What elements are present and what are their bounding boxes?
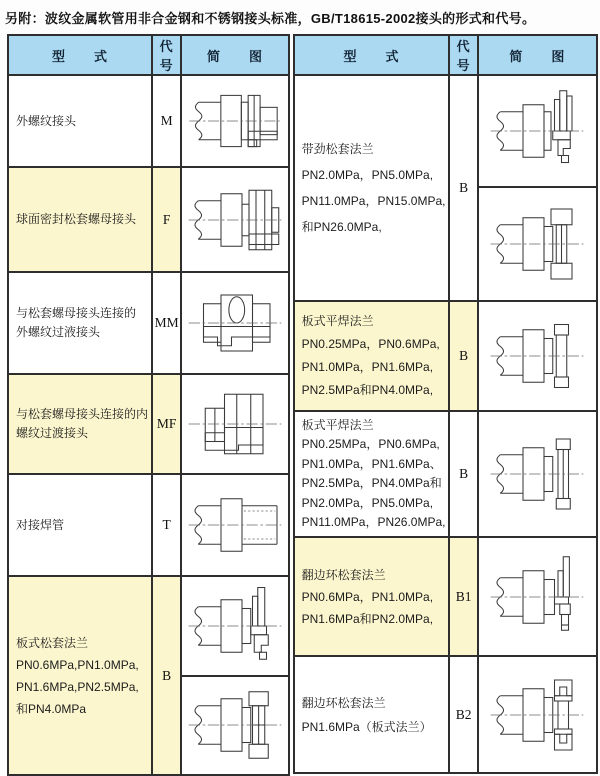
type-text-line: 螺纹过渡接头 (16, 426, 89, 440)
diagram-cell (181, 474, 288, 576)
type-text-line: 板式平焊法兰 (301, 417, 374, 432)
type-cell (8, 474, 152, 576)
code-cell: B2 (449, 656, 477, 773)
type-text-line: PN2.5MPa和PN4.0MPa, (301, 383, 434, 397)
table-row (8, 576, 289, 775)
diagram-cell (181, 272, 288, 374)
type-cell (294, 411, 450, 537)
type-text-line: PN0.6MPa,PN1.0MPa, (16, 657, 139, 672)
flange-b1-diagram (486, 555, 588, 639)
table-row (294, 537, 597, 656)
type-text-line: 与松套螺母接头连接的内 (16, 407, 149, 421)
diagram-cell (478, 75, 597, 301)
table-row (294, 656, 597, 773)
type-cell (294, 301, 450, 411)
type-text-line: PN11.0MPa，PN26.0MPa, (301, 515, 446, 529)
type-text-line: PN2.0MPa，PN5.0MPa, (301, 495, 434, 510)
table-row (294, 411, 597, 537)
mf-adapter-diagram (184, 382, 286, 466)
type-cell (294, 75, 450, 301)
type-text-line: PN1.6MPa（板式法兰） (301, 719, 432, 734)
diagram-cell (478, 537, 597, 656)
header-cell-diagram: 简 图 (181, 35, 288, 75)
table-row (294, 301, 597, 411)
type-cell (8, 75, 152, 167)
diagram-cell (181, 167, 288, 272)
flange-plate-upper-diagram (184, 584, 286, 668)
right-table (293, 34, 598, 774)
flange-neck-lower-diagram (486, 202, 588, 286)
type-text-line: 板式平焊法兰 (301, 314, 374, 328)
code-cell: T (152, 474, 181, 576)
type-text-line: 翻边环松套法兰 (301, 567, 386, 582)
butt-weld-tube-diagram (184, 483, 286, 567)
diagram-cell (478, 656, 597, 773)
type-text-line: 球面密封松套螺母接头 (16, 212, 137, 226)
type-text-line: PN0.25MPa，PN0.6MPa, (301, 337, 440, 351)
header-cell-code: 代号 (152, 35, 181, 75)
table-row (8, 75, 289, 167)
table-row (8, 474, 289, 576)
type-text-line: PN1.0MPa，PN1.6MPa、 (301, 456, 442, 471)
flange-neck-upper-diagram (486, 89, 588, 173)
flange-plate-lower-diagram (184, 683, 286, 767)
page-title: 另附：波纹金属软管用非合金钢和不锈钢接头标准，GB/T18615-2002接头的形式和代号。 (5, 11, 536, 26)
table-row (294, 75, 597, 301)
code-cell: B (152, 576, 181, 775)
left-table (7, 34, 290, 776)
header-cell-code: 代号 (449, 35, 477, 75)
type-text-line: 外螺纹过液接头 (16, 325, 101, 339)
type-text-line: PN1.6MPa和PN2.0MPa, (301, 611, 434, 626)
header-cell-type: 型 式 (294, 35, 450, 75)
code-cell: B (449, 75, 477, 301)
code-cell: M (152, 75, 181, 167)
header-row (294, 35, 597, 75)
type-text-line: PN1.0MPa，PN1.6MPa, (301, 360, 434, 374)
male-thread-diagram (185, 80, 284, 162)
type-text-line: 和PN4.0MPa (16, 701, 87, 716)
type-text-line: 板式松套法兰 (16, 635, 89, 650)
type-cell (8, 374, 152, 474)
header-row (8, 35, 289, 75)
type-cell (294, 656, 450, 773)
table-row (8, 167, 289, 272)
type-text-line: PN0.6MPa，PN1.0MPa, (301, 589, 434, 604)
tables-container (0, 27, 600, 776)
type-text-line: PN2.5MPa，PN4.0MPa和 (301, 476, 442, 490)
type-text-line: PN1.6MPa,PN2.5MPa, (16, 679, 139, 694)
diagram-cell (181, 576, 288, 775)
flange-weld-a-diagram (486, 314, 588, 398)
code-cell: MF (152, 374, 181, 474)
thread-nipple-diagram (184, 281, 286, 365)
right-joint-table (293, 34, 598, 774)
code-cell: B (449, 301, 477, 411)
code-cell: B (449, 411, 477, 537)
table-row (8, 272, 289, 374)
code-cell: F (152, 167, 181, 272)
type-text-line: PN2.0MPa，PN5.0MPa, (301, 168, 434, 182)
code-cell: MM (152, 272, 181, 374)
diagram-cell (181, 374, 288, 474)
type-text-line: PN11.0MPa，PN15.0MPa, (301, 194, 446, 208)
diagram-cell (181, 75, 288, 167)
type-text-line: 外螺纹接头 (16, 113, 77, 128)
type-text-line: 对接焊管 (16, 517, 65, 532)
diagram-cell (478, 411, 597, 537)
header-cell-diagram: 简 图 (478, 35, 597, 75)
code-cell: B1 (449, 537, 477, 656)
type-text-line: 和PN26.0MPa, (301, 220, 382, 234)
table-row (8, 374, 289, 474)
type-cell (8, 272, 152, 374)
left-joint-table (7, 34, 290, 776)
flange-weld-b-diagram (486, 432, 588, 516)
flange-b2-diagram (486, 673, 588, 757)
type-cell (8, 576, 152, 775)
loose-nut-diagram (184, 178, 286, 262)
type-text-line: 与松套螺母接头连接的 (16, 306, 137, 320)
type-text-line: 翻边环松套法兰 (301, 695, 386, 710)
header-cell-type: 型 式 (8, 35, 152, 75)
diagram-cell (478, 301, 597, 411)
type-cell (8, 167, 152, 272)
type-text-line: PN0.25MPa，PN0.6MPa, (301, 437, 440, 451)
type-text-line: 带劲松套法兰 (301, 142, 374, 156)
type-cell (294, 537, 450, 656)
